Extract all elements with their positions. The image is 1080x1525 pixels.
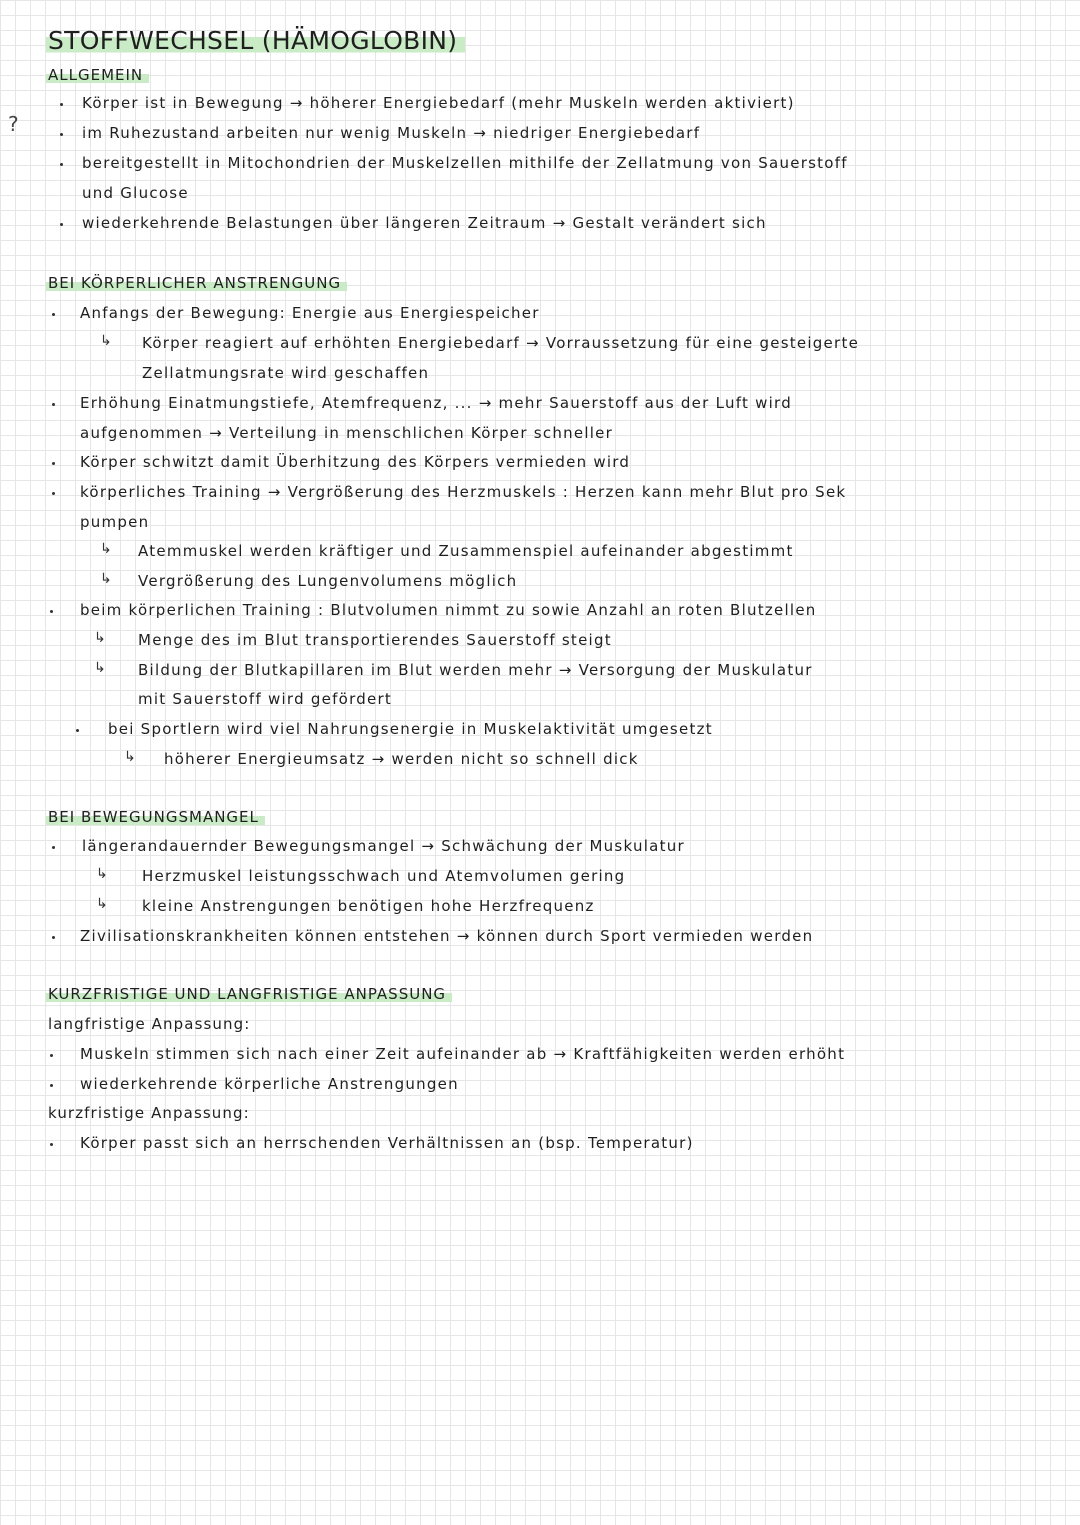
text-line: kleine Anstrengungen benötigen hohe Herzfrequenz [142,897,595,915]
text-line: Muskeln stimmen sich nach einer Zeit aufeinander ab → Kraftfähigkeiten werden erhöht [80,1045,846,1063]
text-line: Zellatmungsrate wird geschaffen [142,364,430,382]
bullet [60,103,63,106]
text-line: Körper reagiert auf erhöhten Energiebedarf → Vorraussetzung für eine gesteigerte [142,334,860,352]
text-line: pumpen [80,513,150,531]
margin-mark: ? [8,112,19,136]
sub-arrow-icon: ↳ [100,333,112,349]
page-title: STOFFWECHSEL (HÄMOGLOBIN) [46,26,465,55]
section-heading-anpassung: KURZFRISTIGE UND LANGFRISTIGE ANPASSUNG [46,985,452,1003]
text-line: bei Sportlern wird viel Nahrungsenergie in Muskelaktivität umgesetzt [108,720,713,738]
text-line: Menge des im Blut transportierendes Sauerstoff steigt [138,631,612,649]
sub-arrow-icon: ↳ [124,749,136,765]
text-line: Zivilisationskrankheiten können entstehen → können durch Sport vermieden werden [80,927,814,945]
subheading-kurzfristig: kurzfristige Anpassung: [48,1104,250,1122]
sub-arrow-icon: ↳ [100,541,112,557]
text-line: Körper schwitzt damit Überhitzung des Körpers vermieden wird [80,453,631,471]
bullet [50,1084,53,1087]
bullet [52,936,55,939]
text-line: aufgenommen → Verteilung in menschlichen Körper schneller [80,424,614,442]
text-line: höherer Energieumsatz → werden nicht so schnell dick [164,750,639,768]
text-line: und Glucose [82,184,189,202]
text-line: Körper passt sich an herrschenden Verhältnissen an (bsp. Temperatur) [80,1134,694,1152]
bullet [52,462,55,465]
text-line: Herzmuskel leistungsschwach und Atemvolumen gering [142,867,626,885]
text-line: beim körperlichen Training : Blutvolumen nimmt zu sowie Anzahl an roten Blutzellen [80,601,817,619]
sub-arrow-icon: ↳ [96,896,108,912]
text-line: Erhöhung Einatmungstiefe, Atemfrequenz, ... → mehr Sauerstoff aus der Luft wird [80,394,792,412]
section-heading-allgemein: ALLGEMEIN [46,66,149,84]
text-line: im Ruhezustand arbeiten nur wenig Muskeln → niedriger Energiebedarf [82,124,701,142]
sub-arrow-icon: ↳ [94,630,106,646]
text-line: wiederkehrende Belastungen über längeren Zeitraum → Gestalt verändert sich [82,214,767,232]
bullet [60,133,63,136]
text-line: wiederkehrende körperliche Anstrengungen [80,1075,459,1093]
text-line: Körper ist in Bewegung → höherer Energiebedarf (mehr Muskeln werden aktiviert) [82,94,795,112]
subheading-langfristig: langfristige Anpassung: [48,1015,251,1033]
sub-arrow-icon: ↳ [94,660,106,676]
bullet [50,610,53,613]
section-heading-mangel: BEI BEWEGUNGSMANGEL [46,808,265,826]
bullet [52,846,55,849]
bullet [50,1054,53,1057]
bullet [50,1143,53,1146]
bullet [52,492,55,495]
text-line: Bildung der Blutkapillaren im Blut werden mehr → Versorgung der Muskulatur [138,661,813,679]
bullet [52,313,55,316]
sub-arrow-icon: ↳ [96,866,108,882]
text-line: körperliches Training → Vergrößerung des Herzmuskels : Herzen kann mehr Blut pro Sek [80,483,847,501]
text-line: Anfangs der Bewegung: Energie aus Energiespeicher [80,304,540,322]
bullet [52,403,55,406]
bullet [76,729,79,732]
sub-arrow-icon: ↳ [100,571,112,587]
text-line: mit Sauerstoff wird gefördert [138,690,393,708]
bullet [60,163,63,166]
bullet [60,223,63,226]
text-line: Vergrößerung des Lungenvolumens möglich [138,572,518,590]
text-line: längerandauernder Bewegungsmangel → Schwächung der Muskulatur [82,837,685,855]
text-line: bereitgestellt in Mitochondrien der Muskelzellen mithilfe der Zellatmung von Sauerstoff [82,154,848,172]
text-line: Atemmuskel werden kräftiger und Zusammenspiel aufeinander abgestimmt [138,542,794,560]
section-heading-anstrengung: BEI KÖRPERLICHER ANSTRENGUNG [46,274,347,292]
